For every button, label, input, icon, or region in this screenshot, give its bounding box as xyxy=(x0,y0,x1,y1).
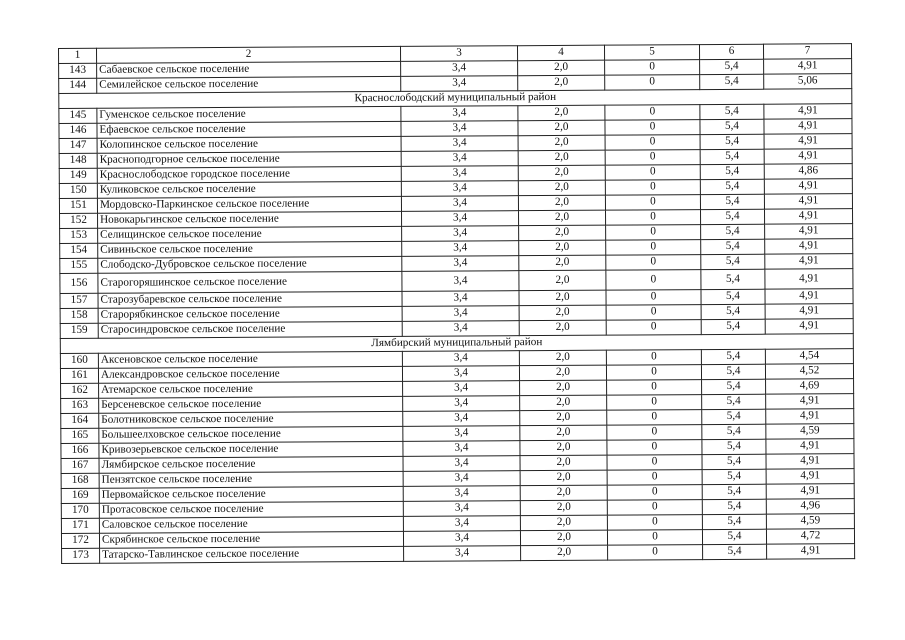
value-cell-6: 5,4 xyxy=(701,304,765,319)
value-cell-5: 0 xyxy=(606,255,701,271)
settlement-name-cell: Краснослободское городское поселение xyxy=(97,166,401,183)
value-cell-4: 2,0 xyxy=(518,75,605,91)
value-cell-6: 5,4 xyxy=(700,209,764,224)
settlement-name-cell: Гуменское сельское поселение xyxy=(97,106,401,123)
settlement-name-cell: Старозубаревское сельское поселение xyxy=(98,291,402,308)
value-cell-4: 2,0 xyxy=(518,165,605,181)
row-number-cell: 162 xyxy=(61,383,99,398)
value-cell-5: 0 xyxy=(607,470,702,486)
value-cell-5: 0 xyxy=(608,545,703,561)
value-cell-7: 4,91 xyxy=(766,409,854,425)
value-cell-3: 3,4 xyxy=(402,271,519,292)
value-cell-3: 3,4 xyxy=(402,321,519,337)
settlement-name-cell: Красноподгорное сельское поселение xyxy=(97,151,401,168)
column-header-1: 1 xyxy=(59,48,97,63)
value-cell-7: 4,91 xyxy=(764,59,852,75)
row-number-cell: 145 xyxy=(59,108,97,123)
section-title: Краснослободский муниципальный район xyxy=(59,89,852,109)
value-cell-6: 5,4 xyxy=(700,194,764,209)
value-cell-3: 3,4 xyxy=(403,531,520,547)
value-cell-7: 4,91 xyxy=(766,439,854,455)
value-cell-6: 5,4 xyxy=(700,74,764,89)
settlement-name-cell: Старогоряшинское сельское поселение xyxy=(98,271,402,293)
value-cell-6: 5,4 xyxy=(702,484,766,499)
value-cell-3: 3,4 xyxy=(403,516,520,532)
value-cell-5: 0 xyxy=(607,485,702,501)
value-cell-7: 4,91 xyxy=(765,269,853,290)
value-cell-5: 0 xyxy=(607,515,702,531)
row-number-cell: 154 xyxy=(60,243,98,258)
row-number-cell: 158 xyxy=(60,308,98,323)
settlement-name-cell: Сивиньское сельское поселение xyxy=(98,241,402,258)
column-header-2: 2 xyxy=(97,46,401,63)
value-cell-3: 3,4 xyxy=(401,106,518,122)
row-number-cell: 151 xyxy=(59,198,97,213)
row-number-cell: 155 xyxy=(60,258,98,273)
value-cell-6: 5,4 xyxy=(702,529,766,544)
column-header-3: 3 xyxy=(400,46,517,62)
value-cell-3: 3,4 xyxy=(403,456,520,472)
value-cell-6: 5,4 xyxy=(700,134,764,149)
value-cell-6: 5,4 xyxy=(700,104,764,119)
value-cell-4: 2,0 xyxy=(520,515,607,531)
value-cell-3: 3,4 xyxy=(403,381,520,397)
value-cell-6: 5,4 xyxy=(701,224,765,239)
column-header-4: 4 xyxy=(517,45,604,61)
value-cell-5: 0 xyxy=(606,320,701,336)
row-number-cell: 153 xyxy=(60,228,98,243)
value-cell-5: 0 xyxy=(605,60,700,76)
value-cell-7: 4,91 xyxy=(764,149,852,165)
row-number-cell: 143 xyxy=(59,63,97,78)
settlement-name-cell: Аксеновское сельское поселение xyxy=(98,351,402,368)
value-cell-3: 3,4 xyxy=(402,351,519,367)
value-cell-4: 2,0 xyxy=(519,290,606,306)
value-cell-6: 5,4 xyxy=(703,544,767,559)
row-number-cell: 172 xyxy=(61,533,99,548)
value-cell-3: 3,4 xyxy=(402,211,519,227)
value-cell-4: 2,0 xyxy=(520,440,607,456)
value-cell-7: 4,91 xyxy=(767,544,855,560)
value-cell-3: 3,4 xyxy=(401,181,518,197)
column-header-7: 7 xyxy=(763,44,851,60)
value-cell-5: 0 xyxy=(606,270,701,291)
value-cell-7: 4,91 xyxy=(764,209,852,225)
settlement-name-cell: Болотниковское сельское поселение xyxy=(99,411,403,428)
row-number-cell: 164 xyxy=(61,413,99,428)
value-cell-3: 3,4 xyxy=(401,136,518,152)
value-cell-6: 5,4 xyxy=(701,239,765,254)
value-cell-4: 2,0 xyxy=(521,545,608,561)
value-cell-6: 5,4 xyxy=(702,469,766,484)
value-cell-3: 3,4 xyxy=(402,366,519,382)
value-cell-6: 5,4 xyxy=(701,289,765,304)
value-cell-7: 4,52 xyxy=(765,364,853,380)
value-cell-4: 2,0 xyxy=(518,180,605,196)
value-cell-6: 5,4 xyxy=(700,179,764,194)
settlement-name-cell: Ефаевское сельское поселение xyxy=(97,121,401,138)
value-cell-3: 3,4 xyxy=(402,226,519,242)
value-cell-7: 4,91 xyxy=(764,119,852,135)
value-cell-6: 5,4 xyxy=(702,499,766,514)
document-page xyxy=(58,43,854,564)
value-cell-7: 4,91 xyxy=(764,179,852,195)
row-number-cell: 159 xyxy=(60,323,98,338)
value-cell-5: 0 xyxy=(607,530,702,546)
settlement-name-cell: Лямбирское сельское поселение xyxy=(99,456,403,473)
value-cell-7: 4,91 xyxy=(765,254,853,270)
value-cell-4: 2,0 xyxy=(520,500,607,516)
value-cell-4: 2,0 xyxy=(519,350,606,366)
value-cell-3: 3,4 xyxy=(401,76,518,92)
value-cell-7: 4,59 xyxy=(766,424,854,440)
value-cell-3: 3,4 xyxy=(403,471,520,487)
value-cell-5: 0 xyxy=(606,305,701,321)
settlement-name-cell: Татарско-Тавлинское сельское поселение xyxy=(100,546,404,563)
value-cell-3: 3,4 xyxy=(403,426,520,442)
row-number-cell: 146 xyxy=(59,123,97,138)
value-cell-4: 2,0 xyxy=(519,270,606,291)
value-cell-5: 0 xyxy=(607,440,702,456)
value-cell-5: 0 xyxy=(607,410,702,426)
row-number-cell: 168 xyxy=(61,473,99,488)
value-cell-4: 2,0 xyxy=(519,225,606,241)
value-cell-7: 4,96 xyxy=(766,499,854,515)
value-cell-3: 3,4 xyxy=(403,396,520,412)
value-cell-5: 0 xyxy=(606,240,701,256)
row-number-cell: 173 xyxy=(62,548,100,563)
settlement-name-cell: Куликовское сельское поселение xyxy=(97,181,401,198)
value-cell-5: 0 xyxy=(607,455,702,471)
value-cell-6: 5,4 xyxy=(701,349,765,364)
value-cell-3: 3,4 xyxy=(402,291,519,307)
value-cell-4: 2,0 xyxy=(518,120,605,136)
settlement-name-cell: Большеелховское сельское поселение xyxy=(99,426,403,443)
settlement-name-cell: Слободско-Дубровское сельское поселение xyxy=(98,256,402,273)
value-cell-4: 2,0 xyxy=(520,410,607,426)
value-cell-6: 5,4 xyxy=(702,394,766,409)
value-cell-4: 2,0 xyxy=(520,380,607,396)
row-number-cell: 150 xyxy=(59,183,97,198)
value-cell-4: 2,0 xyxy=(519,305,606,321)
value-cell-3: 3,4 xyxy=(402,256,519,272)
row-number-cell: 148 xyxy=(59,153,97,168)
value-cell-4: 2,0 xyxy=(520,530,607,546)
value-cell-7: 4,91 xyxy=(765,304,853,320)
value-cell-7: 4,54 xyxy=(765,349,853,365)
row-number-cell: 169 xyxy=(61,488,99,503)
row-number-cell: 166 xyxy=(61,443,99,458)
value-cell-4: 2,0 xyxy=(518,105,605,121)
value-cell-7: 4,91 xyxy=(765,239,853,255)
value-cell-4: 2,0 xyxy=(519,320,606,336)
value-cell-5: 0 xyxy=(605,105,700,121)
value-cell-5: 0 xyxy=(605,135,700,151)
settlement-name-cell: Александровское сельское поселение xyxy=(98,366,402,383)
value-cell-5: 0 xyxy=(606,210,701,226)
value-cell-3: 3,4 xyxy=(403,411,520,427)
row-number-cell: 144 xyxy=(59,78,97,93)
row-number-cell: 165 xyxy=(61,428,99,443)
value-cell-7: 4,91 xyxy=(766,454,854,470)
value-cell-4: 2,0 xyxy=(519,210,606,226)
row-number-cell: 170 xyxy=(61,503,99,518)
row-number-cell: 171 xyxy=(61,518,99,533)
value-cell-6: 5,4 xyxy=(702,379,766,394)
value-cell-7: 4,69 xyxy=(766,379,854,395)
value-cell-5: 0 xyxy=(606,225,701,241)
value-cell-7: 4,91 xyxy=(765,289,853,305)
value-cell-5: 0 xyxy=(607,380,702,396)
row-number-cell: 160 xyxy=(60,353,98,368)
settlement-name-cell: Протасовское сельское поселение xyxy=(99,501,403,518)
settlement-name-cell: Пензятское сельское поселение xyxy=(99,471,403,488)
value-cell-7: 4,91 xyxy=(764,104,852,120)
settlement-name-cell: Колопинское сельское поселение xyxy=(97,136,401,153)
row-number-cell: 167 xyxy=(61,458,99,473)
value-cell-6: 5,4 xyxy=(701,364,765,379)
value-cell-5: 0 xyxy=(606,290,701,306)
section-title: Лямбирский муниципальный район xyxy=(60,334,853,354)
value-cell-3: 3,4 xyxy=(403,486,520,502)
column-header-6: 6 xyxy=(699,44,763,59)
value-cell-3: 3,4 xyxy=(401,121,518,137)
value-cell-7: 4,72 xyxy=(766,529,854,545)
settlement-name-cell: Первомайское сельское поселение xyxy=(99,486,403,503)
value-cell-4: 2,0 xyxy=(520,425,607,441)
value-cell-5: 0 xyxy=(605,195,700,211)
value-cell-6: 5,4 xyxy=(700,149,764,164)
value-cell-3: 3,4 xyxy=(403,501,520,517)
settlement-name-cell: Мордовско-Паркинское сельское поселение xyxy=(97,196,401,213)
table-body xyxy=(59,44,855,564)
settlement-name-cell: Берсеневское сельское поселение xyxy=(99,396,403,413)
value-cell-4: 2,0 xyxy=(520,455,607,471)
settlement-name-cell: Атемарское сельское поселение xyxy=(99,381,403,398)
settlement-name-cell: Новокарьгинское сельское поселение xyxy=(98,211,402,228)
value-cell-5: 0 xyxy=(607,395,702,411)
value-cell-6: 5,4 xyxy=(702,514,766,529)
value-cell-5: 0 xyxy=(605,120,700,136)
value-cell-5: 0 xyxy=(607,500,702,516)
value-cell-7: 4,91 xyxy=(766,394,854,410)
value-cell-7: 5,06 xyxy=(764,74,852,90)
value-cell-3: 3,4 xyxy=(401,196,518,212)
value-cell-7: 4,86 xyxy=(764,164,852,180)
value-cell-3: 3,4 xyxy=(402,306,519,322)
value-cell-5: 0 xyxy=(605,75,700,91)
value-cell-6: 5,4 xyxy=(702,424,766,439)
value-cell-4: 2,0 xyxy=(519,255,606,271)
settlement-name-cell: Старорябкинское сельское поселение xyxy=(98,306,402,323)
value-cell-7: 4,91 xyxy=(766,484,854,500)
value-cell-4: 2,0 xyxy=(518,150,605,166)
value-cell-6: 5,4 xyxy=(702,409,766,424)
value-cell-3: 3,4 xyxy=(401,61,518,77)
value-cell-3: 3,4 xyxy=(403,441,520,457)
value-cell-7: 4,91 xyxy=(765,319,853,335)
value-cell-3: 3,4 xyxy=(401,166,518,182)
settlement-name-cell: Скрябинское сельское поселение xyxy=(99,531,403,548)
value-cell-6: 5,4 xyxy=(700,59,764,74)
value-cell-4: 2,0 xyxy=(520,485,607,501)
value-cell-4: 2,0 xyxy=(519,365,606,381)
settlement-name-cell: Сабаевское сельское поселение xyxy=(97,61,401,78)
value-cell-4: 2,0 xyxy=(520,470,607,486)
settlement-name-cell: Старосиндровское сельское поселение xyxy=(98,321,402,338)
row-number-cell: 157 xyxy=(60,293,98,308)
settlement-name-cell: Саловское сельское поселение xyxy=(99,516,403,533)
value-cell-5: 0 xyxy=(605,180,700,196)
settlements-table xyxy=(58,43,855,564)
row-number-cell: 161 xyxy=(60,368,98,383)
value-cell-5: 0 xyxy=(605,150,700,166)
value-cell-6: 5,4 xyxy=(700,164,764,179)
value-cell-3: 3,4 xyxy=(402,241,519,257)
value-cell-6: 5,4 xyxy=(702,439,766,454)
value-cell-7: 4,91 xyxy=(766,469,854,485)
value-cell-4: 2,0 xyxy=(520,395,607,411)
value-cell-4: 2,0 xyxy=(519,240,606,256)
row-number-cell: 147 xyxy=(59,138,97,153)
row-number-cell: 149 xyxy=(59,168,97,183)
value-cell-6: 5,4 xyxy=(701,269,765,289)
value-cell-3: 3,4 xyxy=(401,151,518,167)
value-cell-6: 5,4 xyxy=(701,319,765,334)
value-cell-5: 0 xyxy=(607,425,702,441)
column-header-5: 5 xyxy=(604,45,699,61)
row-number-cell: 156 xyxy=(60,273,98,293)
value-cell-4: 2,0 xyxy=(518,195,605,211)
value-cell-6: 5,4 xyxy=(701,254,765,269)
value-cell-5: 0 xyxy=(605,165,700,181)
settlement-name-cell: Селищинское сельское поселение xyxy=(98,226,402,243)
row-number-cell: 163 xyxy=(61,398,99,413)
settlement-name-cell: Кривозерьевское сельское поселение xyxy=(99,441,403,458)
value-cell-5: 0 xyxy=(606,350,701,366)
value-cell-6: 5,4 xyxy=(700,119,764,134)
value-cell-6: 5,4 xyxy=(702,454,766,469)
value-cell-4: 2,0 xyxy=(518,135,605,151)
value-cell-7: 4,59 xyxy=(766,514,854,530)
row-number-cell: 152 xyxy=(60,213,98,228)
value-cell-7: 4,91 xyxy=(764,134,852,150)
settlement-name-cell: Семилейское сельское поселение xyxy=(97,76,401,93)
value-cell-4: 2,0 xyxy=(518,60,605,76)
value-cell-5: 0 xyxy=(606,365,701,381)
value-cell-7: 4,91 xyxy=(765,224,853,240)
value-cell-3: 3,4 xyxy=(404,546,521,562)
value-cell-7: 4,91 xyxy=(764,194,852,210)
